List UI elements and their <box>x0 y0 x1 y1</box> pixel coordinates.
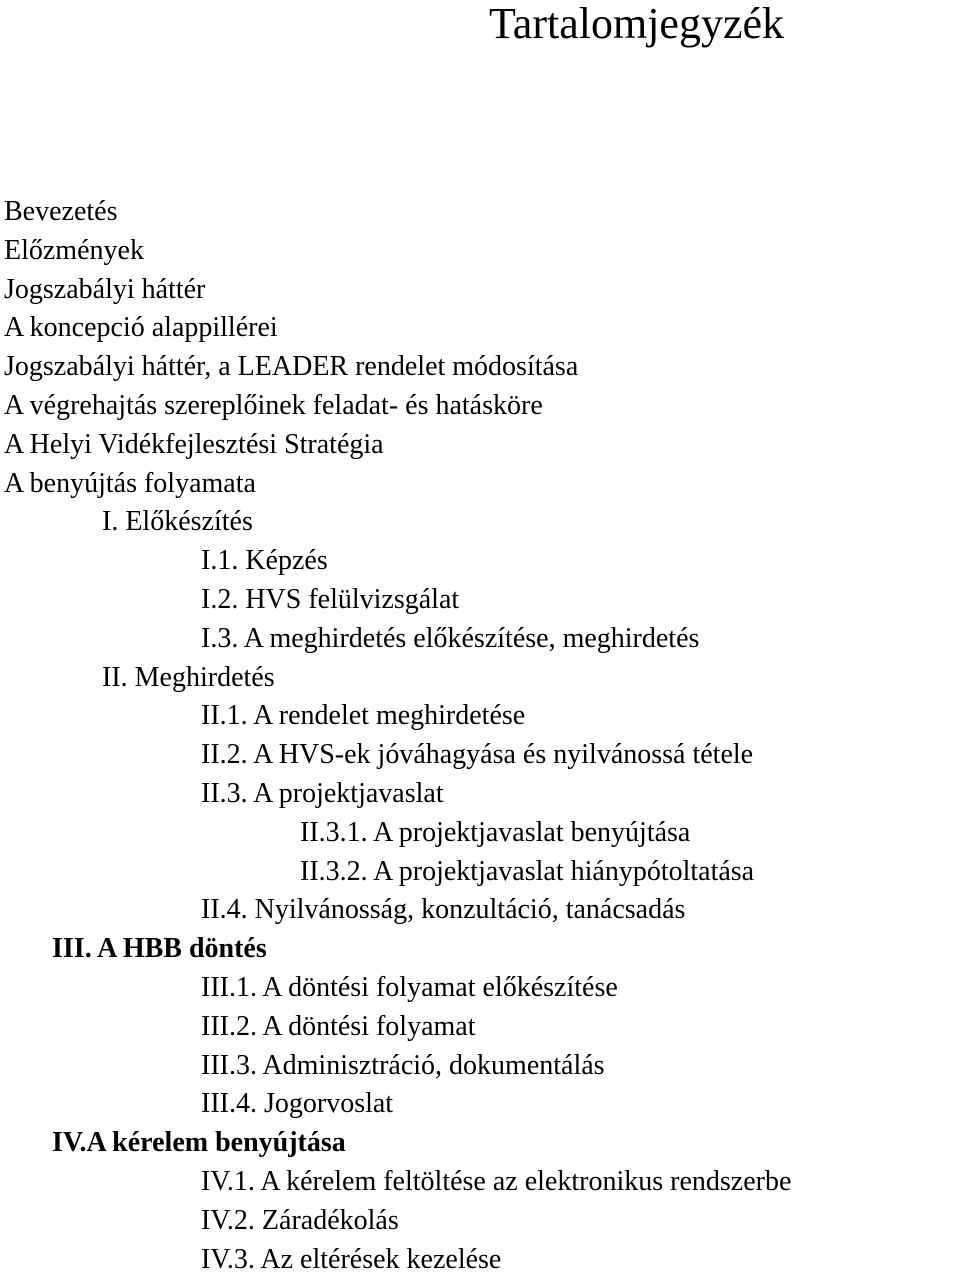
toc-entry-iii-2: III.2. A döntési folyamat <box>201 1010 476 1042</box>
toc-entry-i-3: I.3. A meghirdetés előkészítése, meghirdetés <box>201 622 700 654</box>
toc-entry-iii-1: III.1. A döntési folyamat előkészítése <box>201 971 618 1003</box>
toc-entry-ii-3: II.3. A projektjavaslat <box>201 777 444 809</box>
toc-entry-szereplok-feladatkore: A végrehajtás szereplőinek feladat- és hatásköre <box>4 389 543 421</box>
toc-entry-iii-4: III.4. Jogorvoslat <box>201 1088 394 1120</box>
toc-entry-iv: IV.A kérelem benyújtása <box>52 1127 346 1159</box>
toc-entry-bevezetes: Bevezetés <box>4 196 118 227</box>
toc-entry-jogszabalyi-hatter: Jogszabályi háttér <box>4 273 206 305</box>
toc-entry-elozmenyek: Előzmények <box>4 234 144 266</box>
toc-entry-ii-1: II.1. A rendelet meghirdetése <box>201 700 526 732</box>
table-of-contents <box>4 193 791 1279</box>
toc-entry-koncepcio-alappillerei: A koncepció alappillérei <box>4 312 278 344</box>
toc-entry-iii: III. A HBB döntés <box>52 933 267 965</box>
toc-entry-helyi-strategia: A Helyi Vidékfejlesztési Stratégia <box>4 428 384 460</box>
toc-entry-ii: II. Meghirdetés <box>102 661 275 693</box>
page-title: Tartalomjegyzék <box>489 0 785 48</box>
toc-entry-ii-3-2: II.3.2. A projektjavaslat hiánypótoltatása <box>300 855 755 887</box>
toc-entry-iv-2: IV.2. Záradékolás <box>201 1204 399 1236</box>
toc-entry-iv-3: IV.3. Az eltérések kezelése <box>201 1243 502 1275</box>
toc-entry-ii-2: II.2. A HVS-ek jóváhagyása és nyilvánossá tétele <box>201 739 754 771</box>
toc-entry-i-2: I.2. HVS felülvizsgálat <box>201 583 460 615</box>
toc-entry-iv-1: IV.1. A kérelem feltöltése az elektronikus rendszerbe <box>201 1165 792 1197</box>
toc-entry-leader-rendelet: Jogszabályi háttér, a LEADER rendelet módosítása <box>4 351 579 383</box>
toc-entry-ii-4: II.4. Nyilvánosság, konzultáció, tanácsadás <box>201 894 686 926</box>
toc-entry-i: I. Előkészítés <box>102 506 253 538</box>
toc-entry-benyujtas-folyamata: A benyújtás folyamata <box>4 467 256 499</box>
toc-entry-iii-3: III.3. Adminisztráció, dokumentálás <box>201 1049 605 1081</box>
toc-entry-ii-3-1: II.3.1. A projektjavaslat benyújtása <box>300 816 691 848</box>
toc-entry-i-1: I.1. Képzés <box>201 545 328 577</box>
